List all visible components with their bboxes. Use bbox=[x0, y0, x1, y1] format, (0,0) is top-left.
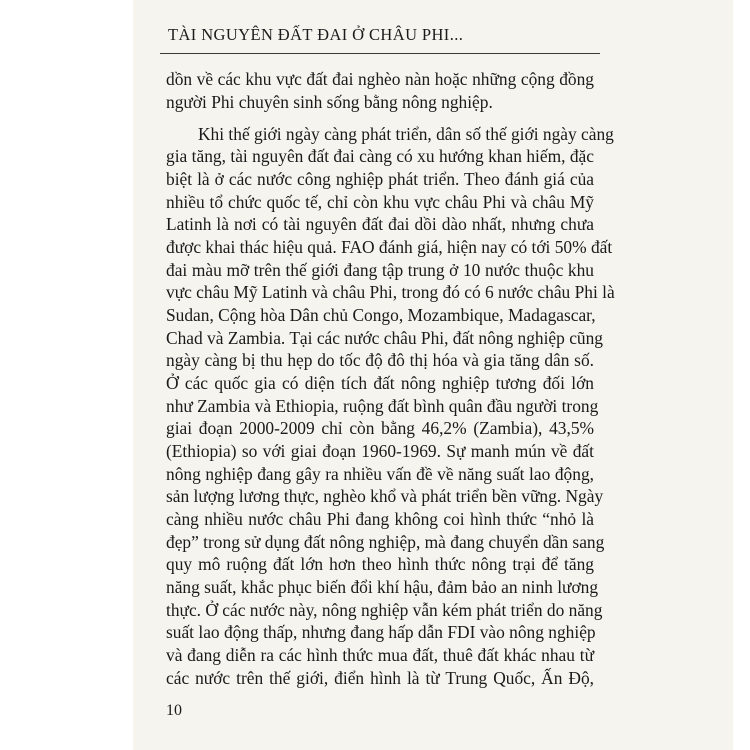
text-line: sản lượng lương thực, nghèo khổ và phát triển bền vững. Ngày bbox=[166, 486, 604, 506]
text-line: càng nhiều nước châu Phi đang không coi hình thức “nhỏ là bbox=[166, 509, 594, 529]
text-line: biệt là ở các nước công nghiệp phát triển. Theo đánh giá của bbox=[166, 169, 594, 189]
text-line: đai màu mỡ trên thế giới đang tập trung ở 10 nước thuộc khu bbox=[166, 260, 594, 280]
text-line: đẹp” trong sử dụng đất nông nghiệp, mà đang chuyển dần sang bbox=[166, 532, 605, 552]
text-line: năng suất, khắc phục biến đổi khí hậu, đảm bảo an ninh lương bbox=[166, 577, 599, 597]
text-line: và đang diễn ra các hình thức mua đất, thuê đất khác nhau từ bbox=[166, 645, 594, 665]
text-line: vực châu Mỹ Latinh và châu Phi, trong đó có 6 nước châu Phi là bbox=[166, 282, 615, 302]
text-line: (Ethiopia) so với giai đoạn 1960-1969. Sự manh mún về đất bbox=[166, 441, 594, 461]
text-line: Latinh là nơi có tài nguyên đất đai dồi dào nhất, nhưng chưa bbox=[166, 214, 594, 234]
text-line: quy mô ruộng đất lớn hơn theo hình thức nông trại để tăng bbox=[166, 554, 594, 574]
header-divider bbox=[160, 53, 600, 54]
text-line: giai đoạn 2000-2009 chỉ còn bằng 46,2% (Zambia), 43,5% bbox=[166, 418, 594, 438]
text-line: các nước trên thế giới, điển hình là từ Trung Quốc, Ấn Độ, bbox=[166, 668, 594, 688]
text-line: dồn về các khu vực đất đai nghèo nàn hoặc những cộng đồng bbox=[166, 69, 594, 89]
text-line: thực. Ở các nước này, nông nghiệp vẫn kém phát triển do năng bbox=[166, 600, 603, 620]
running-header-title: TÀI NGUYÊN ĐẤT ĐAI Ở CHÂU PHI... bbox=[168, 25, 464, 44]
text-line: Chad và Zambia. Tại các nước châu Phi, đất nông nghiệp cũng bbox=[166, 328, 603, 348]
text-line: như Zambia và Ethiopia, ruộng đất bình quân đầu người trong bbox=[166, 396, 599, 416]
text-line: suất lao động thấp, nhưng đang hấp dẫn FDI vào nông nghiệp bbox=[166, 622, 596, 642]
text-line: người Phi chuyên sinh sống bằng nông nghiệp. bbox=[166, 92, 493, 112]
text-line: ngày càng bị thu hẹp do tốc độ đô thị hóa và gia tăng dân số. bbox=[166, 350, 594, 370]
text-line: được khai thác hiệu quả. FAO đánh giá, hiện nay có tới 50% đất bbox=[166, 237, 613, 257]
text-line: gia tăng, tài nguyên đất đai càng có xu hướng khan hiếm, đặc bbox=[166, 146, 594, 166]
text-line: Sudan, Cộng hòa Dân chủ Congo, Mozambique, Madagascar, bbox=[166, 305, 596, 325]
page-number: 10 bbox=[166, 702, 182, 719]
text-line: Khi thế giới ngày càng phát triển, dân số thế giới ngày càng bbox=[198, 124, 614, 144]
text-line: Ở các quốc gia có diện tích đất nông nghiệp tương đối lớn bbox=[166, 373, 594, 393]
text-line: nhiều tổ chức quốc tế, chỉ còn khu vực châu Phi và châu Mỹ bbox=[166, 192, 594, 212]
text-line: nông nghiệp đang gây ra nhiều vấn đề về năng suất lao động, bbox=[166, 464, 594, 484]
